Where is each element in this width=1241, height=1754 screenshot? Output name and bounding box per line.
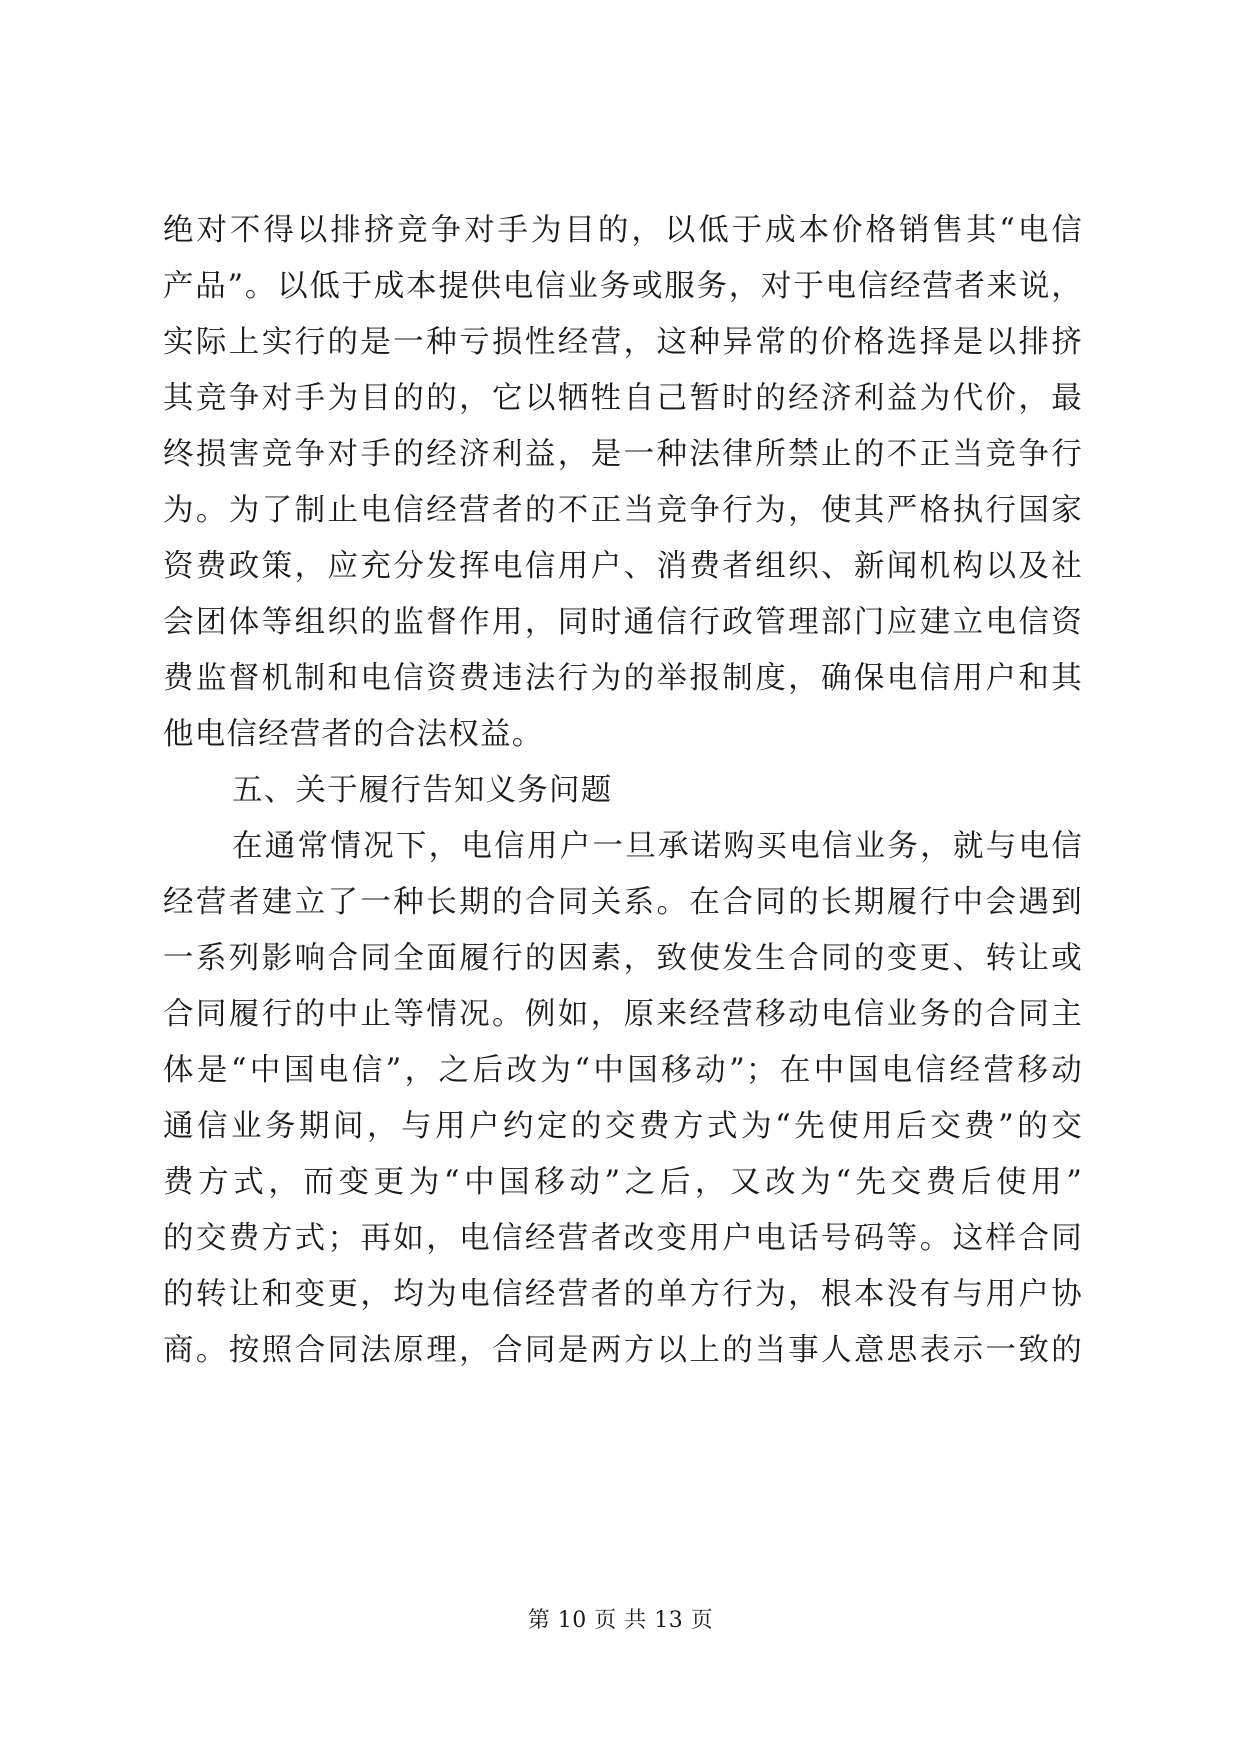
- body-text-line: 资费政策，应充分发挥电信用户、消费者组织、新闻机构以及社: [163, 549, 1083, 584]
- body-text-line: 费方式，而变更为“中国移动”之后，又改为“先交费后使用”: [163, 1165, 1083, 1200]
- body-text-line: 的转让和变更，均为电信经营者的单方行为，根本没有与用户协: [163, 1277, 1083, 1312]
- body-text-line: 其竞争对手为目的的，它以牺牲自己暂时的经济利益为代价，最: [163, 381, 1083, 416]
- body-text-line: 为。为了制止电信经营者的不正当竞争行为，使其严格执行国家: [163, 493, 1083, 528]
- body-text-line: 通信业务期间，与用户约定的交费方式为“先使用后交费”的交: [163, 1109, 1083, 1144]
- body-text-line: 会团体等组织的监督作用，同时通信行政管理部门应建立电信资: [163, 605, 1083, 640]
- body-text-line: 绝对不得以排挤竞争对手为目的，以低于成本价格销售其“电信: [163, 213, 1083, 248]
- body-text-line: 他电信经营者的合法权益。: [163, 717, 544, 752]
- body-text-line: 在通常情况下，电信用户一旦承诺购买电信业务，就与电信: [232, 829, 1083, 864]
- page-number-footer: 第 10 页 共 13 页: [527, 1608, 714, 1633]
- body-text-line: 费监督机制和电信资费违法行为的举报制度，确保电信用户和其: [163, 661, 1083, 696]
- body-text-line: 终损害竞争对手的经济利益，是一种法律所禁止的不正当竞争行: [163, 437, 1083, 472]
- body-text-line: 经营者建立了一种长期的合同关系。在合同的长期履行中会遇到: [163, 885, 1083, 920]
- body-text-line: 一系列影响合同全面履行的因素，致使发生合同的变更、转让或: [163, 941, 1083, 976]
- body-text-line: 合同履行的中止等情况。例如，原来经营移动电信业务的合同主: [163, 997, 1083, 1032]
- body-text-line: 实际上实行的是一种亏损性经营，这种异常的价格选择是以排挤: [163, 325, 1083, 360]
- body-text-line: 的交费方式；再如，电信经营者改变用户电话号码等。这样合同: [163, 1221, 1083, 1256]
- body-text-line: 体是“中国电信”，之后改为“中国移动”；在中国电信经营移动: [163, 1053, 1083, 1088]
- body-text-line: 商。按照合同法原理，合同是两方以上的当事人意思表示一致的: [163, 1333, 1083, 1368]
- section-heading: 五、关于履行告知义务问题: [232, 773, 613, 808]
- body-text-line: 产品”。以低于成本提供电信业务或服务，对于电信经营者来说，: [163, 269, 1083, 304]
